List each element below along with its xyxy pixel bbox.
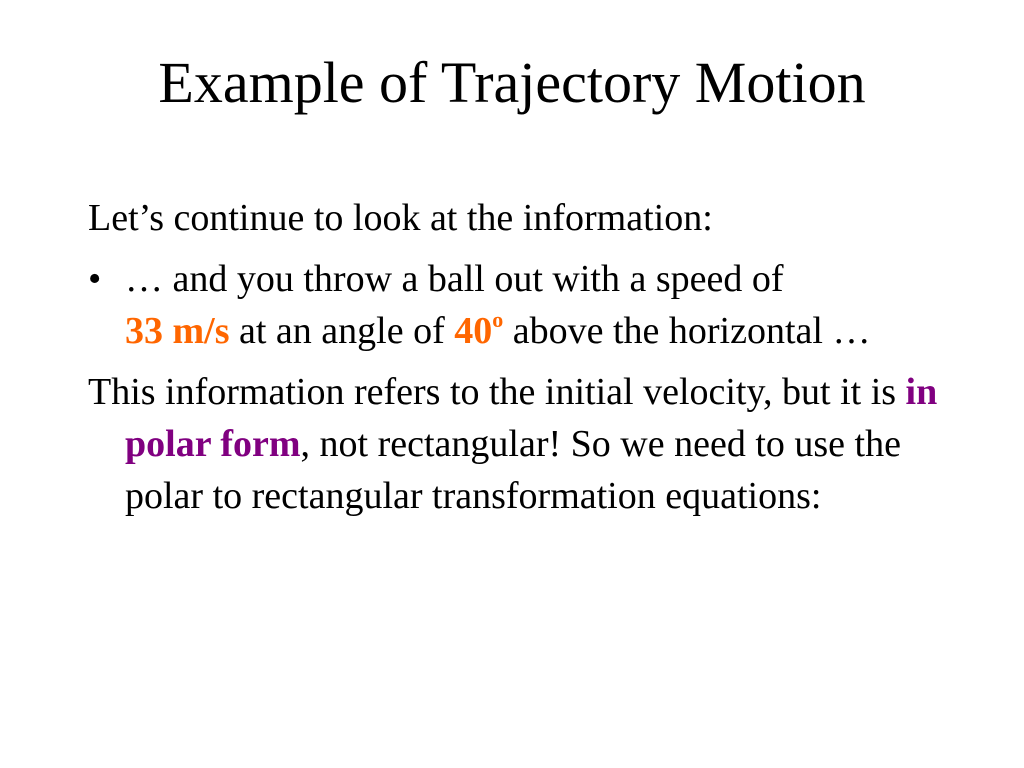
bullet-text-part1: … and you throw a ball out with a speed of <box>125 258 784 300</box>
speed-value: 33 m/s <box>125 310 230 352</box>
intro-text: Let’s continue to look at the information: <box>88 197 713 239</box>
para2-part1: This information refers to the initial velocity, but it is <box>88 371 897 413</box>
angle-number: 40 <box>454 310 493 352</box>
angle-value <box>454 307 504 352</box>
para2-part2: , not rectangular! So we need to use the polar to rectangular transformation equations: <box>125 423 901 517</box>
slide-body <box>88 192 968 531</box>
bullet-text-part3: above the horizontal … <box>512 310 871 352</box>
polar-form-paragraph <box>88 366 968 522</box>
bullet-item <box>88 253 968 357</box>
degree-symbol: o <box>492 307 504 332</box>
bullet-text <box>125 253 968 357</box>
bullet-text-part2: at an angle of <box>239 310 445 352</box>
polar-form-highlight: in polar form <box>125 371 938 465</box>
bullet-icon: • <box>88 258 102 300</box>
slide-title: Example of Trajectory Motion <box>158 50 866 115</box>
